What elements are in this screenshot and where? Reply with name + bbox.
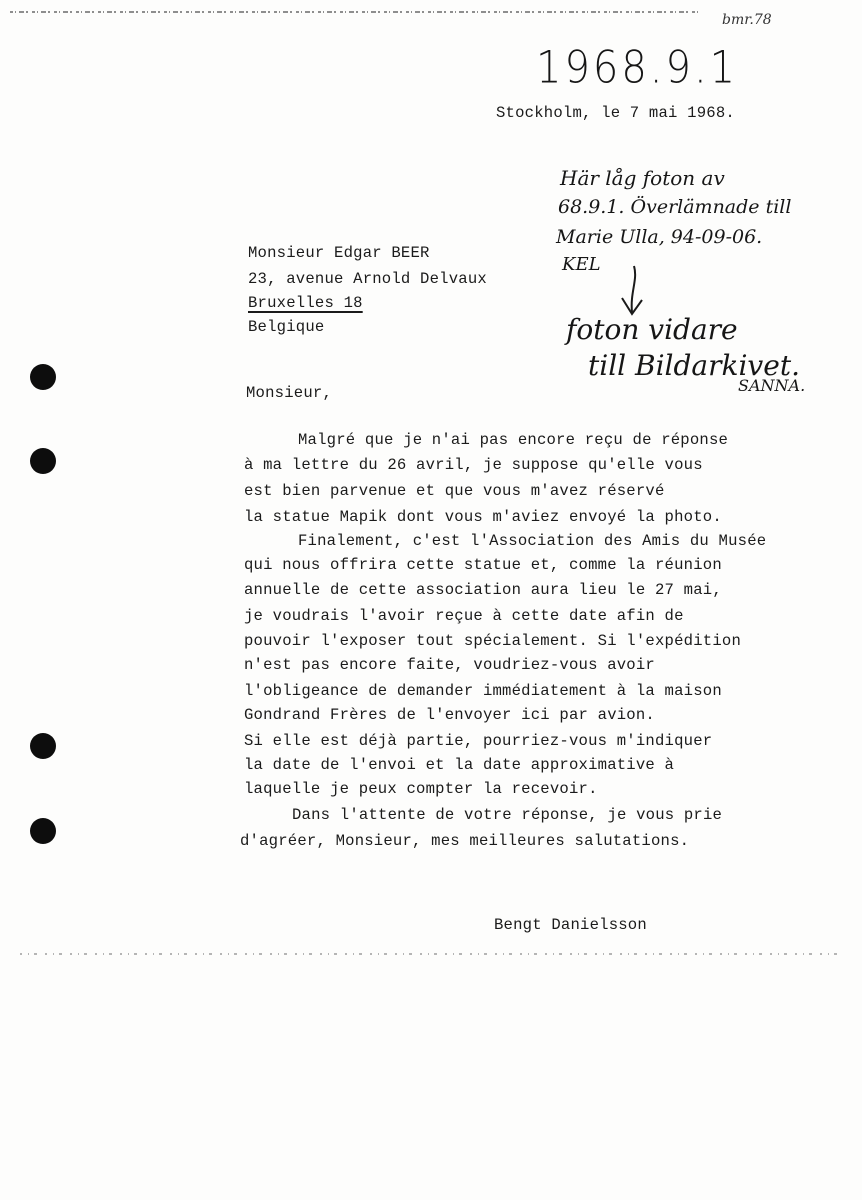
body-line: la statue Mapik dont vous m'aviez envoyé la photo. xyxy=(244,508,722,526)
handwritten-note-line-4: KEL xyxy=(562,254,601,275)
body-line: à ma lettre du 26 avril, je suppose qu'elle vous xyxy=(244,456,703,474)
recipient-street: 23, avenue Arnold Delvaux xyxy=(248,270,487,288)
handwritten-date-code: 1968.9.1 xyxy=(536,42,739,94)
body-line: la date de l'envoi et la date approximative à xyxy=(244,756,675,774)
punch-hole-3 xyxy=(30,733,56,759)
body-line: laquelle je peux compter la recevoir. xyxy=(244,780,598,798)
signature: Bengt Danielsson xyxy=(494,916,647,934)
body-line: je voudrais l'avoir reçue à cette date afin de xyxy=(244,607,684,625)
body-line: Gondrand Frères de l'envoyer ici par avion. xyxy=(244,706,655,724)
body-line: est bien parvenue et que vous m'avez réservé xyxy=(244,482,665,500)
body-line: Finalement, c'est l'Association des Amis du Musée xyxy=(298,532,767,550)
handwritten-note-line-3: Marie Ulla, 94-09-06. xyxy=(556,226,763,248)
salutation: Monsieur, xyxy=(246,384,333,402)
handwritten-arrow-note-line-1: foton vidare xyxy=(566,313,738,346)
body-line: n'est pas encore faite, voudriez-vous avoir xyxy=(244,656,655,674)
corner-reference: bmr.78 xyxy=(722,12,772,28)
punch-hole-1 xyxy=(30,364,56,390)
punch-hole-4 xyxy=(30,818,56,844)
body-line: qui nous offrira cette statue et, comme la réunion xyxy=(244,556,722,574)
body-line: pouvoir l'exposer tout spécialement. Si l'expédition xyxy=(244,632,742,650)
handwritten-note-line-2: 68.9.1. Överlämnade till xyxy=(558,196,792,218)
scan-artifact-bottom-line xyxy=(0,950,862,958)
body-line: Si elle est déjà partie, pourriez-vous m'indiquer xyxy=(244,732,713,750)
body-line: Malgré que je n'ai pas encore reçu de réponse xyxy=(298,431,729,449)
handwritten-note-line-1: Här låg foton av xyxy=(560,166,725,190)
body-line: Dans l'attente de votre réponse, je vous prie xyxy=(292,806,723,824)
recipient-country: Belgique xyxy=(248,318,325,336)
handwritten-arrow-note-line-2: till Bildarkivet. xyxy=(588,349,800,382)
punch-hole-2 xyxy=(30,448,56,474)
handwritten-initials: SANNA. xyxy=(738,376,806,395)
body-line: d'agréer, Monsieur, mes meilleures salutations. xyxy=(240,832,690,850)
body-line: l'obligeance de demander immédiatement à la maison xyxy=(244,682,722,700)
recipient-name: Monsieur Edgar BEER xyxy=(248,244,430,262)
body-line: annuelle de cette association aura lieu le 27 mai, xyxy=(244,581,722,599)
place-and-date: Stockholm, le 7 mai 1968. xyxy=(496,104,735,122)
recipient-city: Bruxelles 18 xyxy=(248,294,363,312)
